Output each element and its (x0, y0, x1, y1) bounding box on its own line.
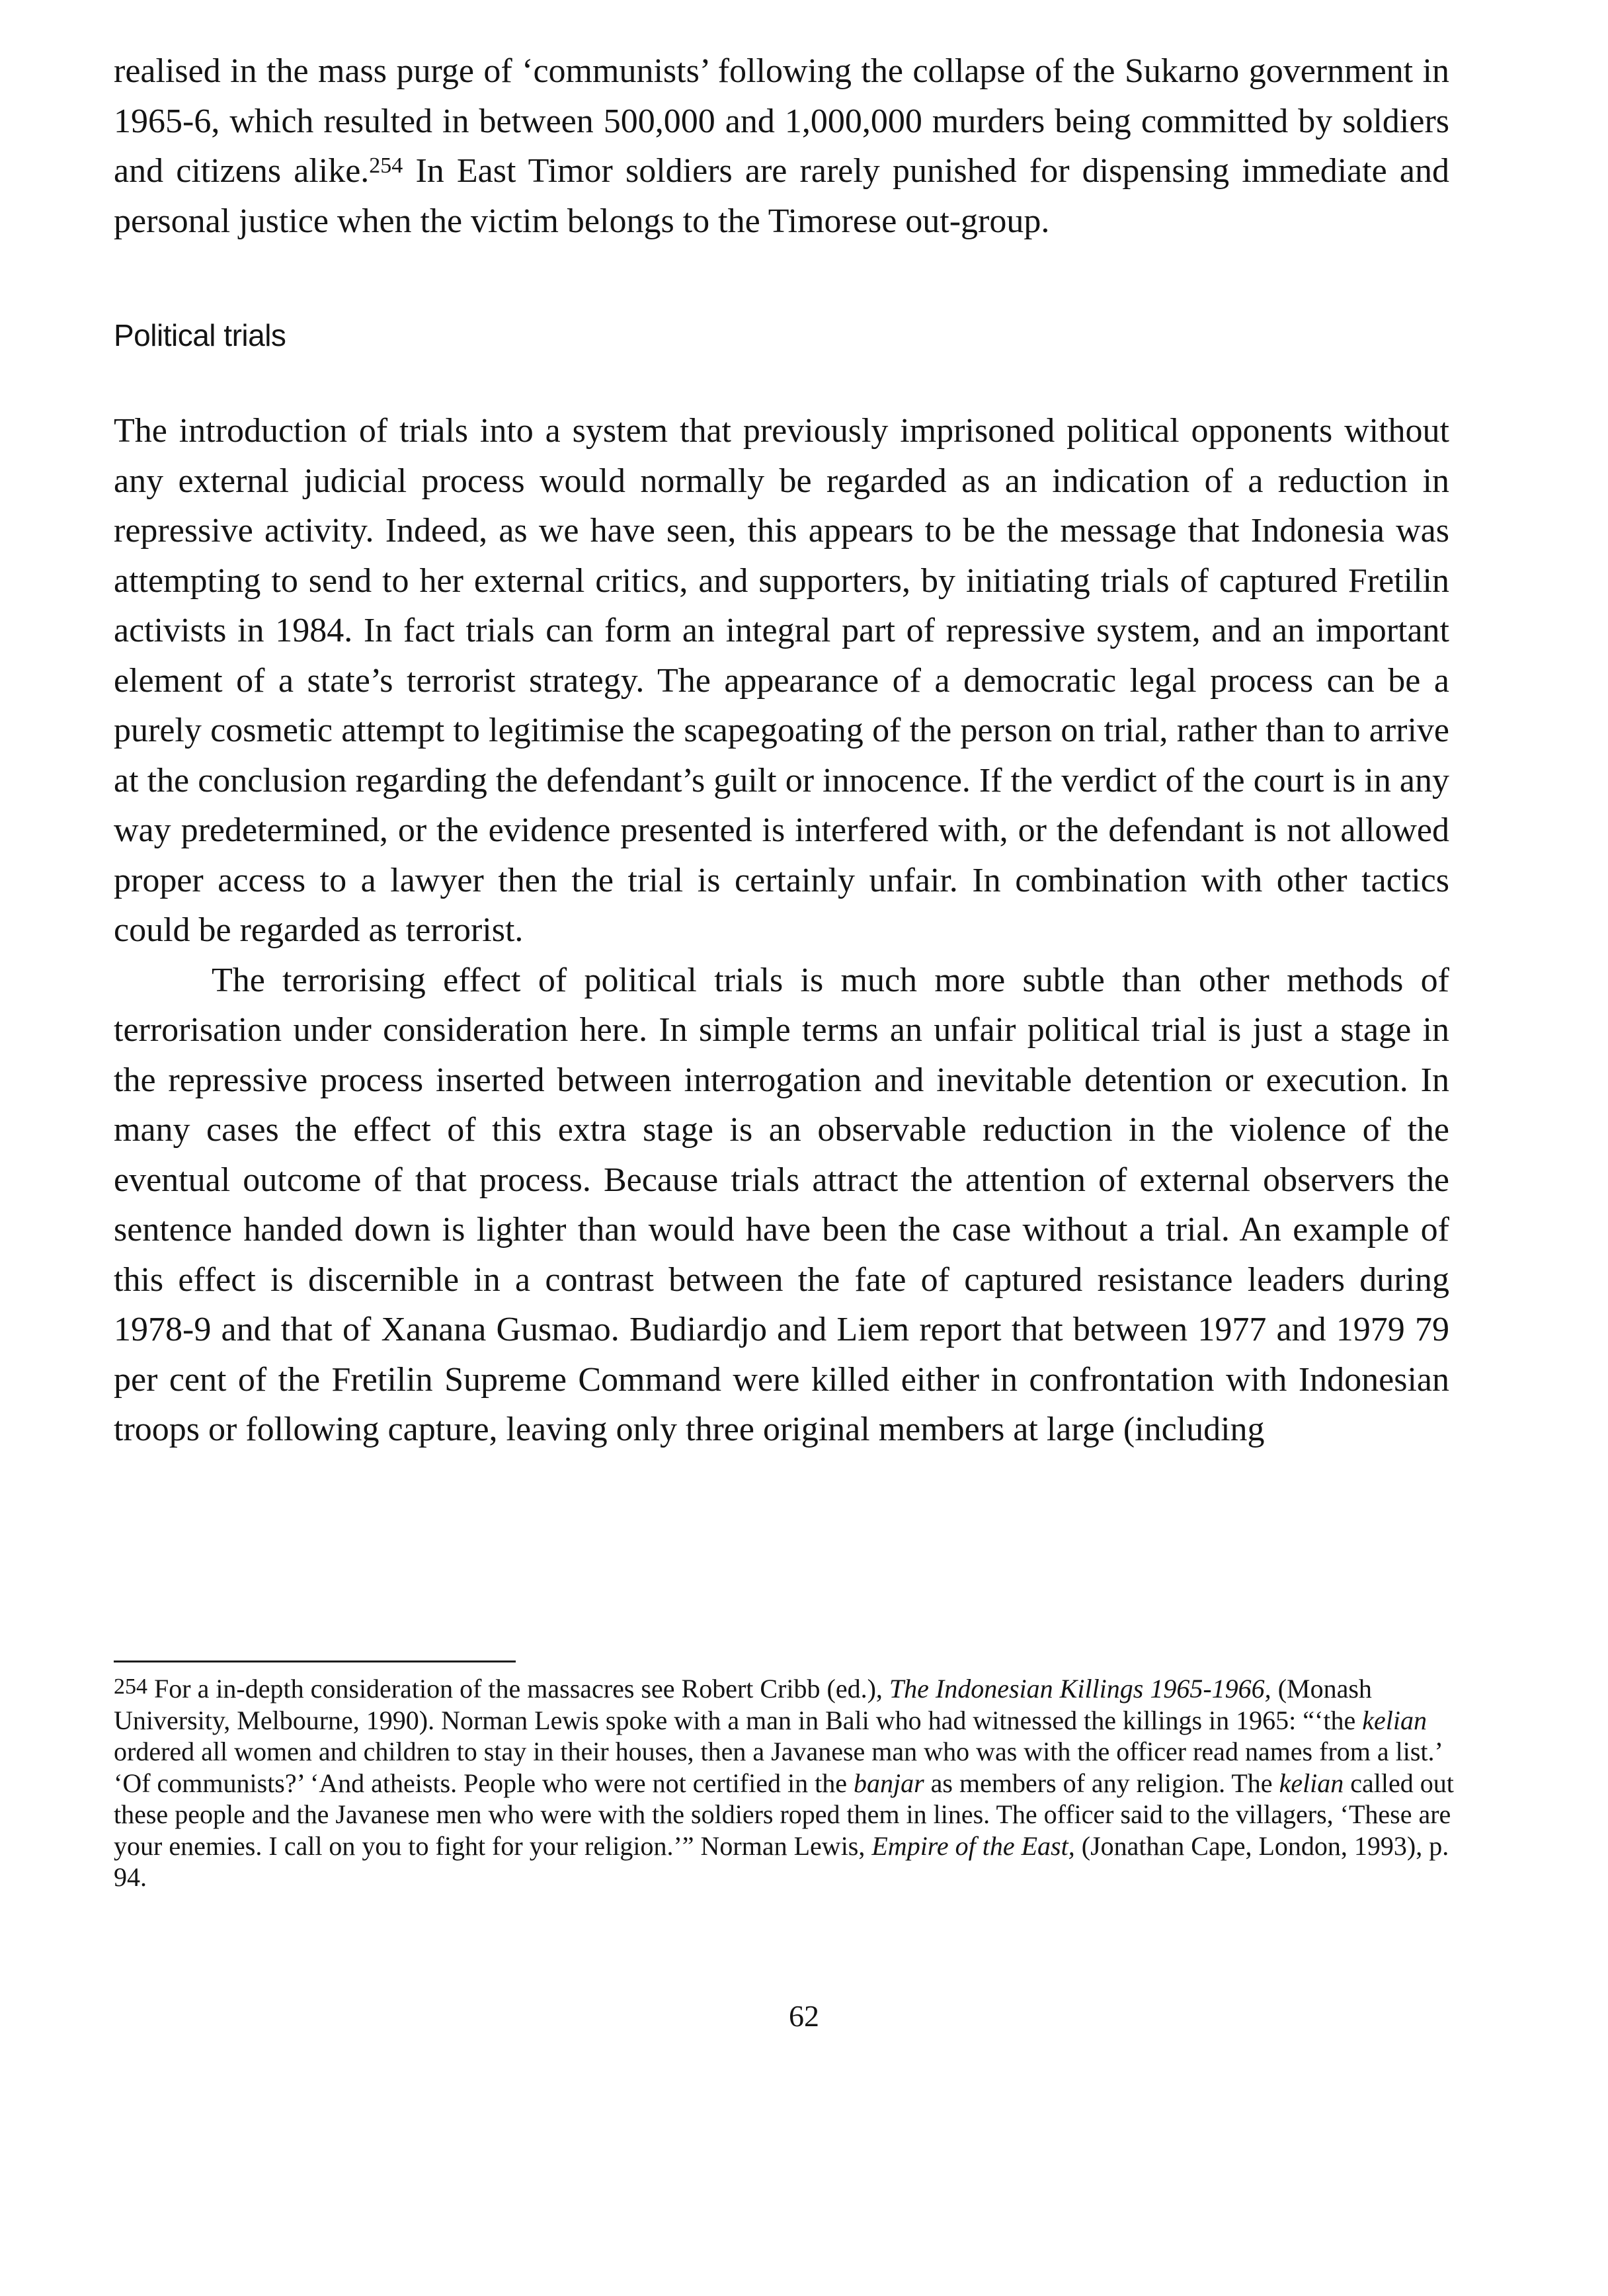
footnote-text: ordered all women and children to stay in their houses, then a Javanese man who was with the officer read names from a list.’ ‘Of communists?’ ‘And atheists. People who were not certified in the (114, 1737, 1441, 1798)
footnote-divider (114, 1660, 516, 1662)
footnote (114, 1673, 1456, 1893)
intro-text-before-ref: realised in the mass purge of ‘communists’ following the collapse of the Sukarno government in 1965-6, which resulted in between 500,000 and 1,000,000 murders being committed by soldiers and citizens alike. (114, 52, 1449, 190)
footnote-book-title: Empire of the East, (871, 1830, 1075, 1861)
footnote-book-title: The Indonesian Killings 1965-1966, (889, 1674, 1271, 1703)
footnote-reference[interactable]: 254 (369, 153, 403, 178)
footnote-term: banjar (853, 1768, 924, 1798)
section-heading: Political trials (114, 318, 286, 352)
intro-paragraph (114, 46, 1449, 246)
body-paragraph-2: The terrorising effect of political trials is much more subtle than other methods of terrorisation under consideration here. In simple terms an unfair political trial is just a stage in the repressive process inserted between interrogation and inevitable detention or execution. In many cases the effect of this extra stage is an observable reduction in the violence of the eventual outcome of that process. Because trials attract the attention of external observers the sentence handed down is lighter than would have been the case without a trial. An example of this effect is discernible in a contrast between the fate of captured resistance leaders during 1978-9 and that of Xanana Gusmao. Budiardjo and Liem report that between 1977 and 1979 79 per cent of the Fretilin Supreme Command were killed either in confrontation with Indonesian troops or following capture, leaving only three original members at large (including (114, 961, 1449, 1448)
footnote-term: kelian (1279, 1768, 1344, 1798)
page-body (114, 46, 1449, 1455)
footnote-text: For a in-depth consideration of the massacres see Robert Cribb (ed.), (147, 1674, 889, 1703)
footnote-term: kelian (1362, 1705, 1427, 1735)
intro-text-after-ref: In East Timor soldiers are rarely punished for dispensing immediate and personal justice when the victim belongs to the Timorese out-group. (114, 152, 1449, 240)
body-paragraph-1: The introduction of trials into a system that previously imprisoned political opponents without any external judicial process would normally be regarded as an indication of a reduction in repressive activity. Indeed, as we have seen, this appears to be the message that Indonesia was attempting to send to her external critics, and supporters, by initiating trials of captured Fretilin activists in 1984. In fact trials can form an integral part of repressive system, and an important element of a state’s terrorist strategy. The appearance of a democratic legal process can be a purely cosmetic attempt to legitimise the scapegoating of the person on trial, rather than to arrive at the conclusion regarding the defendant’s guilt or innocence. If the verdict of the court is in any way predetermined, or the evidence presented is interfered with, or the defendant is not allowed proper access to a lawyer then the trial is certainly unfair. In combination with other tactics could be regarded as terrorist. (114, 412, 1449, 949)
footnote-text: as members of any religion. The (924, 1768, 1279, 1798)
page-number: 62 (789, 1999, 819, 2033)
footnote-text: called out these people and the Javanese men who were with the soldiers roped them in lines. The officer said to the villagers, ‘These are your enemies. I call on you to fight for your religion.’” Norman Lewis, (114, 1768, 1454, 1861)
footnote-text: (Monash University, Melbourne, 1990). Norman Lewis spoke with a man in Bali who had witnessed the killings in 1965: “‘the (114, 1674, 1372, 1735)
footnote-text: (Jonathan Cape, London, 1993), p. 94. (114, 1830, 1449, 1892)
footnote-number: 254 (114, 1674, 147, 1699)
